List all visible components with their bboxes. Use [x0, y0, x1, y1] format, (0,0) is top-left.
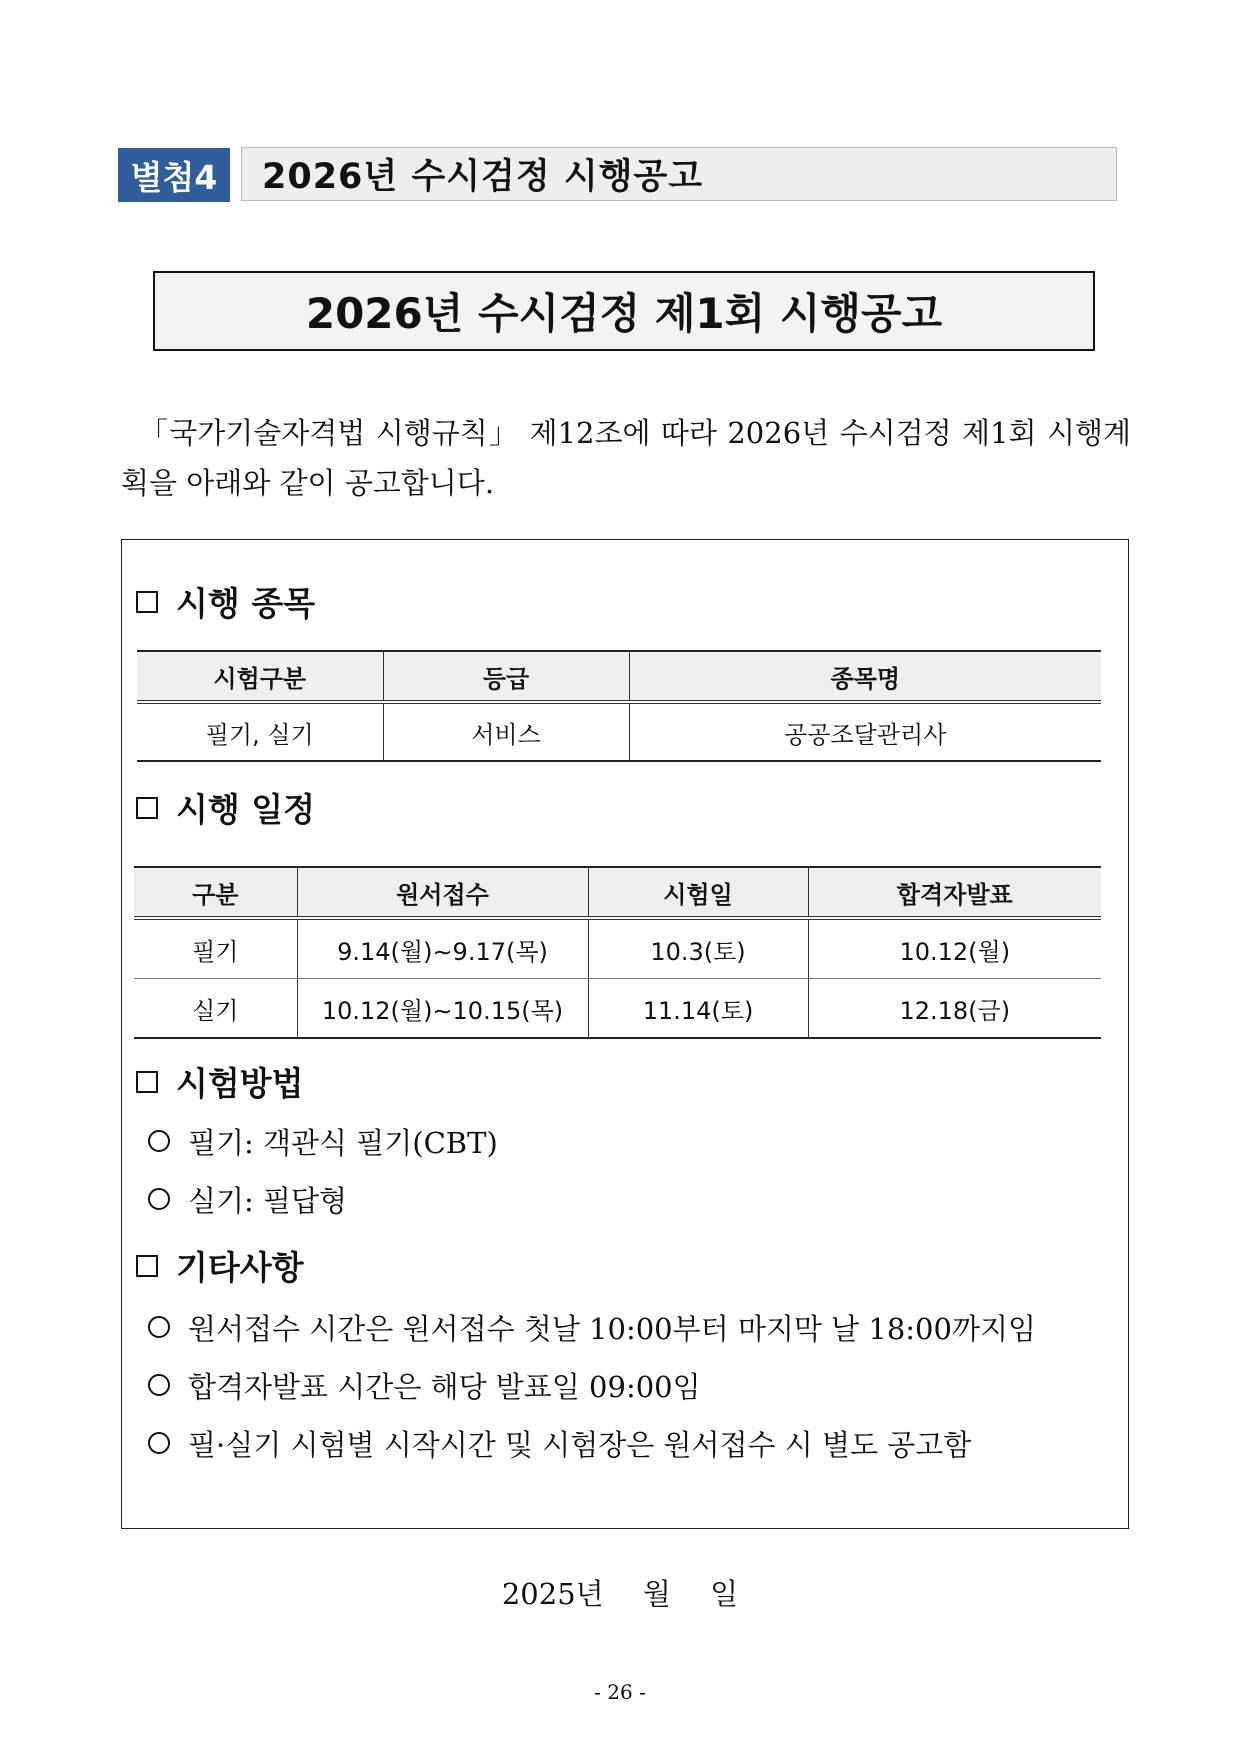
table-cell: 필기, 실기 [205, 720, 314, 749]
list-item [148, 1356, 1036, 1414]
table-cell: 10.12(월) [808, 918, 1101, 979]
items-table [137, 650, 1101, 762]
list-item [148, 1112, 498, 1170]
table-cell: 서비스 [383, 702, 629, 761]
table-cell: 10.3(토) [588, 918, 808, 979]
section-heading-other [136, 1242, 304, 1289]
other-list [148, 1298, 1036, 1472]
list-item-text: 실기: 필답형 [188, 1183, 348, 1218]
table-cell: 11.14(토) [588, 979, 808, 1039]
section-heading-label: 시험방법 [176, 1064, 304, 1103]
circle-bullet-icon [148, 1316, 170, 1338]
attachment-title: 2026년 수시검정 시행공고 [241, 147, 1117, 201]
table-cell: 12.18(금) [808, 979, 1101, 1039]
table-row [134, 918, 1101, 979]
main-title: 2026년 수시검정 제1회 시행공고 [153, 271, 1095, 351]
table-header: 구분 [134, 867, 297, 918]
table-header: 합격자발표 [808, 867, 1101, 918]
table-cell: 필기 [134, 918, 297, 979]
schedule-table [134, 866, 1101, 1039]
section-heading-label: 시행 일정 [176, 790, 316, 829]
square-bullet-icon [136, 797, 158, 819]
section-heading-label: 시행 종목 [176, 584, 316, 623]
circle-bullet-icon [148, 1188, 170, 1210]
method-list [148, 1112, 498, 1228]
section-heading-method [136, 1058, 304, 1105]
table-header: 시험일 [588, 867, 808, 918]
section-heading-label: 기타사항 [176, 1248, 304, 1287]
table-header: 시험구분 [137, 651, 383, 702]
page-number: - 26 - [594, 1680, 646, 1704]
square-bullet-icon [136, 1255, 158, 1277]
list-item-text: 합격자발표 시간은 해당 발표일 09:00임 [188, 1369, 701, 1404]
intro-line-2: 시행계획을 아래와 같이 공고합니다. [121, 416, 1131, 500]
intro-paragraph [121, 408, 1131, 508]
attachment-tag: 별첨4 [118, 148, 230, 202]
table-cell: 공공조달관리사 [629, 702, 1101, 761]
section-heading-schedule [136, 784, 315, 831]
square-bullet-icon [136, 1071, 158, 1093]
table-row [134, 979, 1101, 1039]
list-item-text: 필·실기 시험별 시작시간 및 시험장은 원서접수 시 별도 공고함 [188, 1427, 972, 1462]
list-item [148, 1170, 498, 1228]
square-bullet-icon [136, 591, 158, 613]
table-cell: 실기 [192, 996, 239, 1025]
date-line: 2025년 월 일 [501, 1577, 739, 1611]
table-header: 등급 [383, 651, 629, 702]
list-item [148, 1414, 1036, 1472]
circle-bullet-icon [148, 1130, 170, 1152]
circle-bullet-icon [148, 1432, 170, 1454]
intro-line-1: 「국가기술자격법 시행규칙」 제12조에 따라 2026년 수시검정 제1회 [139, 416, 1037, 450]
table-header: 원서접수 [297, 867, 588, 918]
table-cell: 10.12(월)∼10.15(목) [297, 979, 588, 1039]
list-item [148, 1298, 1036, 1356]
table-header: 종목명 [629, 651, 1101, 702]
table-row [137, 702, 1101, 761]
table-cell: 9.14(월)∼9.17(목) [297, 918, 588, 979]
circle-bullet-icon [148, 1374, 170, 1396]
section-heading-items [136, 578, 315, 625]
list-item-text: 원서접수 시간은 원서접수 첫날 10:00부터 마지막 날 18:00까지임 [188, 1311, 1036, 1346]
list-item-text: 필기: 객관식 필기(CBT) [188, 1125, 498, 1160]
